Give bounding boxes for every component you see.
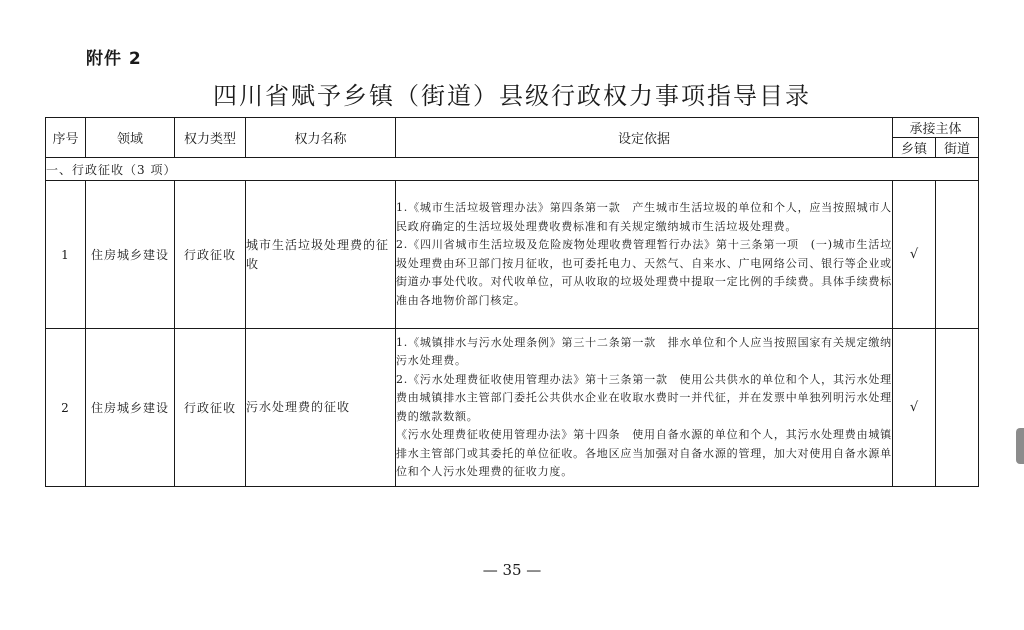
row-power-type: 行政征收 (175, 181, 246, 329)
basis-clause: 2.《四川省城市生活垃圾及危险废物处理收费管理暂行办法》第十三条第一项 (一)城市生活垃圾处理费由环卫部门按月征收，也可委托电力、天然气、自来水、广电网络公司、银行等企业或街道办事处代收。对代收单位，可从收取的垃圾处理费中提取一定比例的手续费。具体手续费标准由各地物价部门核定。 (396, 238, 892, 307)
header-power-name: 权力名称 (246, 118, 396, 158)
header-township: 乡镇 (893, 138, 936, 158)
row-power-name: 污水处理费的征收 (246, 329, 396, 487)
table-row (46, 181, 979, 329)
header-field: 领域 (86, 118, 175, 158)
subdistrict-check (936, 181, 979, 329)
header-basis: 设定依据 (396, 118, 893, 158)
attachment-label: 附件 2 (86, 49, 142, 69)
scrollbar-handle[interactable] (1016, 428, 1024, 464)
header-undertaker: 承接主体 (893, 118, 979, 138)
row-power-name: 城市生活垃圾处理费的征收 (246, 181, 396, 329)
row-no: 2 (46, 329, 86, 487)
header-no: 序号 (46, 118, 86, 158)
table-row (46, 329, 979, 487)
basis-clause: 《污水处理费征收使用管理办法》第十四条 使用自备水源的单位和个人，其污水处理费由城镇排水主管部门或其委托的单位征收。各地区应当加强对自备水源的管理，加大对使用自备水源单位和个人污水处理费的征收力度。 (396, 428, 892, 478)
basis-clause: 1.《城镇排水与污水处理条例》第三十二条第一款 排水单位和个人应当按照国家有关规定缴纳污水处理费。 (396, 335, 892, 367)
township-check: √ (893, 329, 936, 487)
document-title: 四川省赋予乡镇（街道）县级行政权力事项指导目录 (213, 82, 811, 110)
row-no: 1 (46, 181, 86, 329)
section-heading: 一、行政征收（3 项） (46, 158, 979, 181)
row-basis (396, 329, 893, 487)
basis-clause: 1.《城市生活垃圾管理办法》第四条第一款 产生城市生活垃圾的单位和个人，应当按照城市人民政府确定的生活垃圾处理费收费标准和有关规定缴纳城市生活垃圾处理费。 (396, 201, 892, 233)
header-power-type: 权力类型 (175, 118, 246, 158)
row-field: 住房城乡建设 (86, 181, 175, 329)
header-subdistrict: 街道 (936, 138, 979, 158)
page-number: — 35 — (482, 561, 542, 579)
row-power-type: 行政征收 (175, 329, 246, 487)
header-row (46, 118, 979, 138)
row-field: 住房城乡建设 (86, 329, 175, 487)
subdistrict-check (936, 329, 979, 487)
section-row (46, 158, 979, 181)
row-basis (396, 181, 893, 329)
township-check: √ (893, 181, 936, 329)
power-catalog-table (45, 117, 979, 487)
basis-clause: 2.《污水处理费征收使用管理办法》第十三条第一款 使用公共供水的单位和个人，其污水处理费由城镇排水主管部门委托公共供水企业在收取水费时一并代征，并在发票中单独列明污水处理费的缴款数额。 (396, 372, 892, 423)
